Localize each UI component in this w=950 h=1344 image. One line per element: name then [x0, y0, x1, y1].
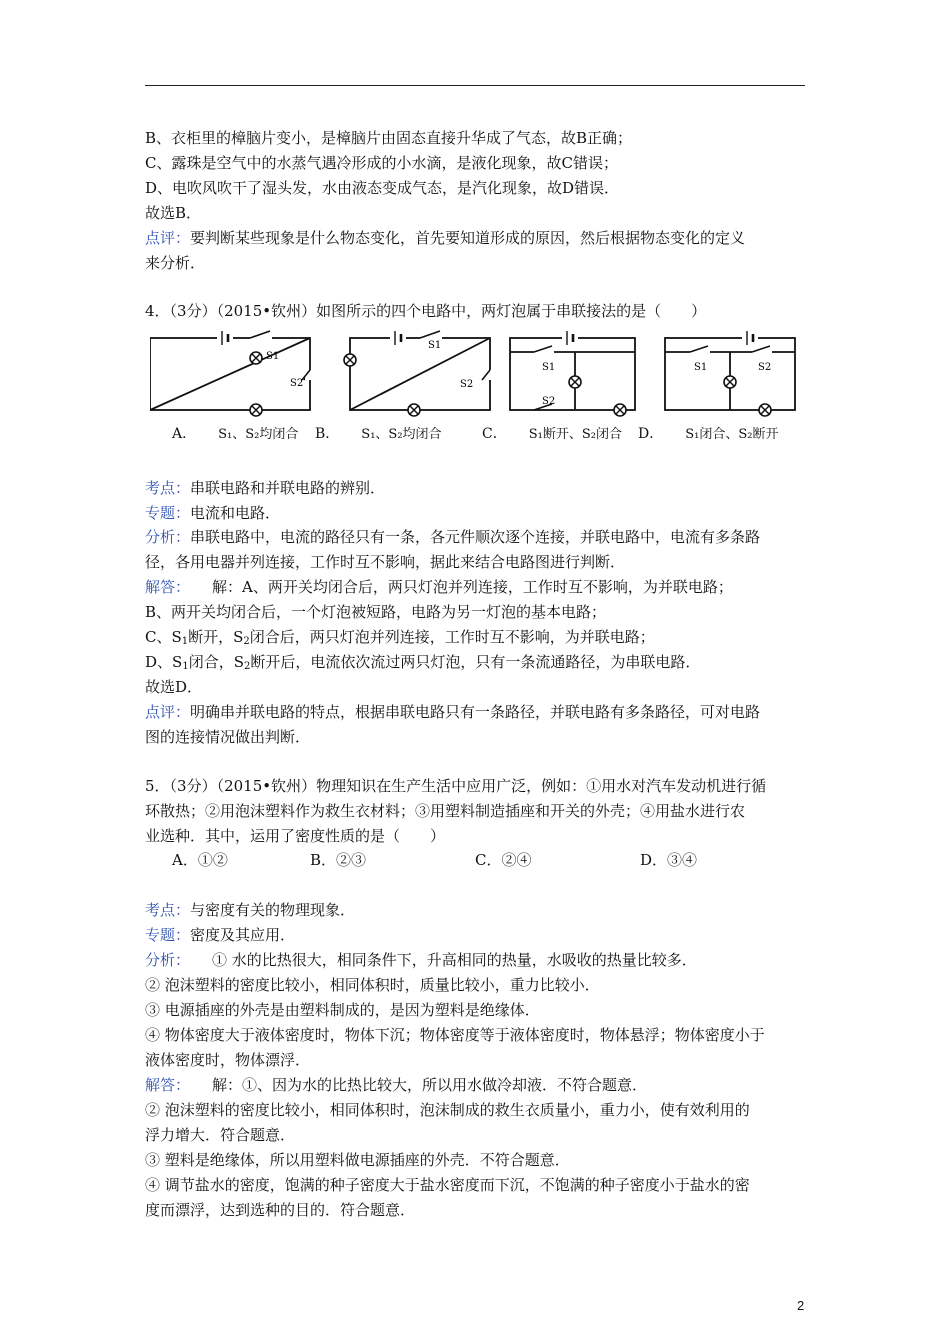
bulb-icon [724, 376, 736, 388]
q4-fenxi-cont: 径，各用电器并列连接，工作时互不影响，据此来结合电路图进行判断． [145, 553, 626, 571]
option-letter: D． [638, 426, 664, 442]
q5-fenxi-3: ③ 电源插座的外壳是由塑料制成的，是因为塑料是绝缘体． [145, 1001, 540, 1019]
q4-jieda-c [145, 627, 815, 652]
kaodian-label: 考点： [145, 479, 191, 497]
option-letter: B． [315, 426, 340, 442]
battery-icon [390, 330, 406, 346]
zhuanti-text: 电流和电路． [190, 504, 281, 522]
option-d [638, 426, 778, 443]
jieda-text: 解：①、因为水的比热比较大，所以用水做冷却液．不符合题意． [212, 1076, 648, 1094]
q5-option-d: D．③④ [640, 851, 698, 869]
bulb-icon [408, 404, 420, 416]
page-number: 2 [797, 1298, 805, 1313]
fenxi-label: 分析： [145, 951, 191, 969]
s1-label: S1 [694, 362, 708, 373]
bulb-icon [614, 404, 626, 416]
jieda-label: 解答： [145, 1076, 191, 1094]
s1-label: S1 [428, 340, 442, 351]
q5-option-c: C．②④ [475, 851, 532, 869]
jieda-label: 解答： [145, 578, 191, 596]
s1-label: S1 [542, 362, 556, 373]
battery-icon [742, 330, 758, 346]
q5-stem: 5．（3分）（2015•钦州）物理知识在生产生活中应用广泛，例如：①用水对汽车发动机进行循 [145, 777, 767, 795]
q3-option-b-analysis: B、衣柜里的樟脑片变小，是樟脑片由固态直接升华成了气态，故B正确； [145, 129, 633, 147]
q4-jieda [145, 577, 815, 597]
q5-jieda-6: 度而漂浮，达到选种的目的．符合题意． [145, 1201, 416, 1219]
option-caption: S₁、S₂均闭合 [218, 427, 299, 442]
circuit-b [350, 338, 490, 410]
q5-option-a: A．①② [172, 851, 228, 869]
circuit-d [665, 338, 795, 410]
bulb-icon [569, 376, 581, 388]
s1-label: S1 [266, 351, 280, 362]
q5-stem-cont: 业选种．其中，运用了密度性质的是（ ） [145, 827, 446, 845]
q3-answer: 故选B． [145, 204, 202, 222]
subscript: 2 [243, 661, 251, 672]
fenxi-label: 分析： [145, 528, 191, 546]
q5-stem-cont: 环散热；②用泡沫塑料作为救生衣材料；③用塑料制造插座和开关的外壳；④用盐水进行农 [145, 802, 746, 820]
q5-jieda-4: ③ 塑料是绝缘体，所以用塑料做电源插座的外壳．不符合题意． [145, 1151, 570, 1169]
bulb-icon [759, 404, 771, 416]
jieda-d-part: D、S [145, 653, 183, 671]
bulb-icon [344, 354, 356, 366]
jieda-d-part: 闭合，S [188, 653, 244, 671]
q5-jieda-3: 浮力增大．符合题意． [145, 1126, 296, 1144]
jieda-c-part: C、S [145, 628, 182, 646]
q3-option-c-analysis: C、露珠是空气中的水蒸气遇冷形成的小水滴，是液化现象，故C错误； [145, 154, 618, 172]
kaodian-text: 与密度有关的物理现象． [190, 901, 356, 919]
q4-jieda-d [145, 652, 815, 677]
option-a [172, 426, 298, 443]
q4-zhuanti [145, 503, 815, 523]
battery-icon [562, 330, 578, 346]
subscript: 2 [243, 636, 250, 647]
q4-kaodian [145, 478, 815, 498]
review-label: 点评： [145, 703, 191, 721]
zhuanti-label: 专题： [145, 504, 191, 522]
q4-review-cont: 图的连接情况做出判断． [145, 728, 311, 746]
jieda-c-part: 断开，S [188, 628, 244, 646]
q4-review [145, 702, 815, 722]
q3-option-d-analysis: D、电吹风吹干了湿头发，水由液态变成气态，是汽化现象，故D错误． [145, 179, 620, 197]
bulb-icon [250, 352, 262, 364]
option-c [482, 426, 622, 443]
header-rule [145, 85, 805, 86]
q5-fenxi-4: ④ 物体密度大于液体密度时，物体下沉；物体密度等于液体密度时，物体悬浮；物体密度小于 [145, 1026, 765, 1044]
jieda-text: 解：A、两开关均闭合后，两只灯泡并列连接，工作时互不影响，为并联电路； [212, 578, 733, 596]
circuit-diagrams [150, 330, 810, 426]
review-label: 点评： [145, 229, 191, 247]
s2-label: S2 [758, 362, 772, 373]
option-caption: S₁、S₂均闭合 [361, 427, 442, 442]
q5-option-b: B．②③ [310, 851, 367, 869]
s2-label: S2 [460, 379, 474, 390]
q4-circuit-figures [150, 330, 810, 445]
q3-review [145, 228, 815, 248]
q5-jieda-2: ② 泡沫塑料的密度比较小，相同体积时，泡沫制成的救生衣质量小，重力小，使有效利用的 [145, 1101, 750, 1119]
q4-answer: 故选D． [145, 678, 203, 696]
zhuanti-text: 密度及其应用． [190, 926, 296, 944]
jieda-c-part: 闭合后，两只灯泡并列连接，工作时互不影响，为并联电路； [249, 628, 655, 646]
subscript: 1 [181, 636, 189, 647]
q5-fenxi [145, 950, 815, 970]
circuit-c [510, 338, 635, 410]
q5-jieda-5: ④ 调节盐水的密度，饱满的种子密度大于盐水密度而下沉，不饱满的种子密度小于盐水的密 [145, 1176, 750, 1194]
s2-label: S2 [290, 378, 304, 389]
q3-review-cont: 来分析． [145, 254, 206, 272]
kaodian-label: 考点： [145, 901, 191, 919]
review-text: 明确串并联电路的特点，根据串联电路只有一条路径，并联电路有多条路径，可对电路 [190, 703, 761, 721]
option-caption: S₁闭合、S₂断开 [685, 427, 779, 442]
kaodian-text: 串联电路和并联电路的辨别． [190, 479, 386, 497]
circuit-a [150, 338, 310, 410]
q5-fenxi-5: 液体密度时，物体漂浮． [145, 1051, 311, 1069]
bulb-icon [250, 404, 262, 416]
option-b [315, 426, 442, 443]
subscript: 1 [182, 661, 189, 672]
q5-fenxi-2: ② 泡沫塑料的密度比较小，相同体积时，质量比较小，重力比较小． [145, 976, 600, 994]
jieda-d-part: 断开后，电流依次流过两只灯泡，只有一条流通路径，为串联电路． [250, 653, 701, 671]
q4-stem: 4．（3分）（2015•钦州）如图所示的四个电路中，两灯泡属于串联接法的是（ ） [145, 302, 707, 320]
q4-jieda-b: B、两开关均闭合后，一个灯泡被短路，电路为另一灯泡的基本电路； [145, 603, 607, 621]
review-text: 要判断某些现象是什么物态变化，首先要知道形成的原因，然后根据物态变化的定义 [190, 229, 746, 247]
fenxi-text: ① 水的比热很大，相同条件下，升高相同的热量，水吸收的热量比较多． [212, 951, 697, 969]
s2-label: S2 [542, 396, 556, 407]
option-caption: S₁断开、S₂闭合 [528, 427, 622, 442]
option-letter: A． [172, 426, 197, 442]
fenxi-text: 串联电路中，电流的路径只有一条，各元件顺次逐个连接，并联电路中，电流有多条路 [190, 528, 761, 546]
q5-kaodian [145, 900, 815, 920]
battery-icon [217, 330, 233, 346]
zhuanti-label: 专题： [145, 926, 191, 944]
q4-fenxi [145, 527, 815, 547]
q5-jieda [145, 1075, 815, 1095]
option-letter: C． [482, 426, 507, 442]
q5-zhuanti [145, 925, 815, 945]
